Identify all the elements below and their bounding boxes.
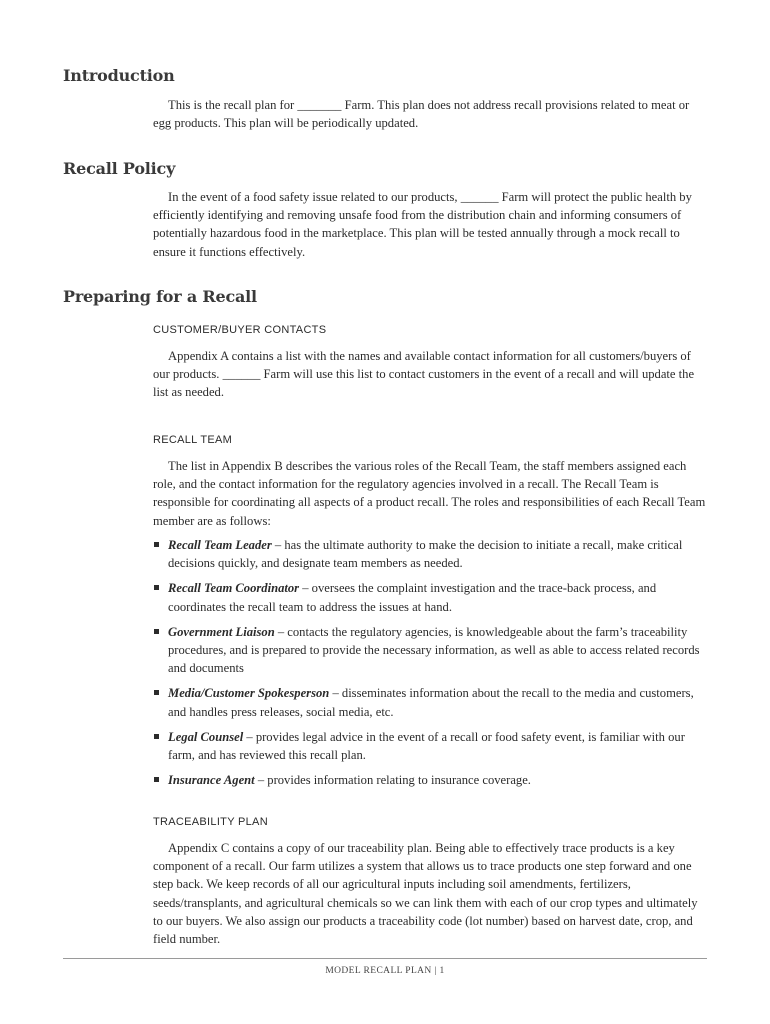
bullet-square-icon	[154, 629, 159, 634]
preparing-heading: Preparing for a Recall	[63, 287, 257, 306]
page-footer: MODEL RECALL PLAN | 1	[325, 966, 445, 976]
role-description: – oversees the complaint investigation and the trace-back process, and coordinates the recall team to address the issues at hand.	[168, 581, 657, 614]
role-title: Recall Team Coordinator	[168, 581, 300, 596]
role-description: – provides information relating to insurance coverage.	[254, 773, 531, 788]
bullet-square-icon	[154, 542, 159, 547]
traceability-paragraph: Appendix C contains a copy of our traceability plan. Being able to effectively trace products is a key component of a recall. Our farm utilizes a system that allows us to trace products one step forward and one step back. We keep records of all our agricultural inputs including soil amendments, fertilizers, seeds/transplants, and agricultural chemicals so we can link them with each of our crop types and ultimately to our buyers. We also assign our products a traceability code (lot number) based on harvest date, crop, and field number.	[153, 841, 698, 947]
customer-contacts-subheading: CUSTOMER/BUYER CONTACTS	[153, 324, 327, 336]
list-item	[153, 623, 709, 678]
list-item	[153, 684, 709, 720]
bullet-square-icon	[154, 585, 159, 590]
bullet-square-icon	[154, 734, 159, 739]
role-description: – contacts the regulatory agencies, is knowledgeable about the farm’s traceability procedures, and is prepared to provide the necessary information, as well as able to access related records and documents	[168, 624, 700, 676]
introduction-paragraph: This is the recall plan for _______ Farm. This plan does not address recall provisions related to meat or egg products. This plan will be periodically updated.	[153, 98, 690, 131]
role-title: Government Liaison	[168, 624, 275, 639]
list-item	[153, 728, 709, 764]
list-item	[153, 536, 709, 572]
bullet-square-icon	[154, 777, 159, 782]
recall-team-paragraph: The list in Appendix B describes the various roles of the Recall Team, the staff members assigned each role, and the contact information for the regulatory agencies involved in a recall. The Recall Team is responsible for coordinating all aspects of a product recall. The roles and responsibilities of each Recall Team member are as follows:	[153, 459, 706, 528]
recall-policy-paragraph: In the event of a food safety issue related to our products, ______ Farm will protect the public health by efficiently identifying and removing unsafe food from the distribution chain and informing consumers of potentially hazardous food in the marketplace. This plan will be tested annually through a mock recall to ensure it functions effectively.	[153, 190, 692, 259]
role-title: Recall Team Leader	[168, 538, 272, 552]
list-item	[153, 579, 709, 615]
recall-policy-heading: Recall Policy	[63, 159, 176, 178]
bullet-square-icon	[154, 690, 159, 695]
introduction-heading: Introduction	[63, 66, 175, 85]
role-description: – has the ultimate authority to make the decision to initiate a recall, make critical decisions quickly, and designate team members as needed.	[168, 538, 683, 571]
role-title: Insurance Agent	[168, 773, 255, 788]
recall-team-roles-list	[153, 536, 709, 796]
traceability-subheading: TRACEABILITY PLAN	[153, 816, 268, 828]
role-description: – provides legal advice in the event of a recall or food safety event, is familiar with our farm, and has reviewed this recall plan.	[168, 729, 685, 763]
customer-contacts-paragraph: Appendix A contains a list with the names and available contact information for all customers/buyers of our products. ______ Farm will use this list to contact customers in the event of a recall and will update the list as needed.	[153, 349, 695, 400]
recall-team-subheading: RECALL TEAM	[153, 434, 233, 446]
role-title: Legal Counsel	[168, 729, 244, 744]
list-item	[153, 771, 709, 789]
role-title: Media/Customer Spokesperson	[168, 686, 330, 701]
role-description: – disseminates information about the recall to the media and customers, and handles press releases, social media, etc.	[168, 686, 694, 719]
footer-divider	[63, 958, 707, 959]
